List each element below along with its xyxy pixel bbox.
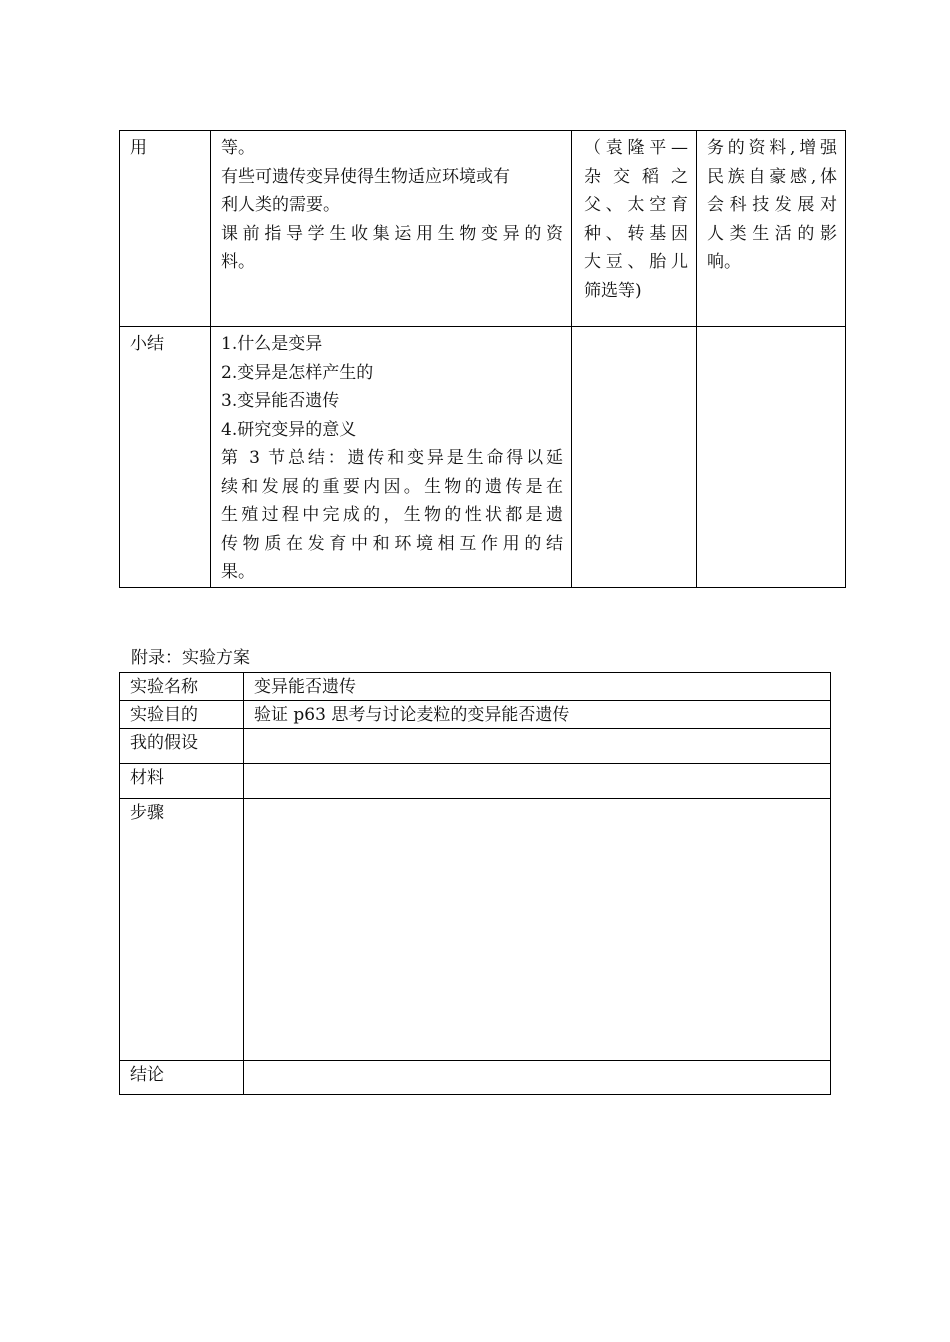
field-label: 步骤 [120, 799, 244, 1061]
field-value [244, 1061, 831, 1095]
lesson-plan-table [119, 130, 846, 588]
empty-cell [697, 327, 846, 588]
table-row [120, 729, 831, 764]
empty-cell [572, 327, 697, 588]
table-row [120, 327, 846, 588]
row-label: 用 [120, 131, 211, 327]
field-label: 实验目的 [120, 701, 244, 729]
field-value [244, 729, 831, 764]
table-row [120, 1061, 831, 1095]
row-label: 小结 [120, 327, 211, 588]
field-value [244, 764, 831, 799]
activity-content: 等。 有些可遗传变异使得生物适应环境或有 利人类的需要。 课前指导学生收集运用生物变异的资 料。 [211, 131, 572, 327]
summary-content: 1.什么是变异 2.变异是怎样产生的 3.变异能否遗传 4.研究变异的意义 第 3 节总结：遗传和变异是生命得以延 续和发展的重要内因。生物的遗传是在 生殖过程中完成的，生物的性状都是遗 传物质在发育中和环境相互作用的结 果。 [211, 327, 572, 588]
table-row [120, 799, 831, 1061]
purpose-cell: 务的资料,增强 民族自豪感,体 会科技发展对 人类生活的影 响。 [697, 131, 846, 327]
appendix-title: 附录：实验方案 [131, 648, 250, 668]
field-label: 我的假设 [120, 729, 244, 764]
table-row [120, 131, 846, 327]
examples-cell: （袁隆平— 杂交稻之 父、太空育 种、转基因 大豆、胎儿 筛选等) [572, 131, 697, 327]
field-label: 实验名称 [120, 673, 244, 701]
table-row [120, 673, 831, 701]
table-row [120, 764, 831, 799]
field-value: 验证 p63 思考与讨论麦粒的变异能否遗传 [244, 701, 831, 729]
experiment-plan-table [119, 672, 831, 1095]
table-row [120, 701, 831, 729]
field-value: 变异能否遗传 [244, 673, 831, 701]
field-label: 材料 [120, 764, 244, 799]
field-label: 结论 [120, 1061, 244, 1095]
field-value [244, 799, 831, 1061]
